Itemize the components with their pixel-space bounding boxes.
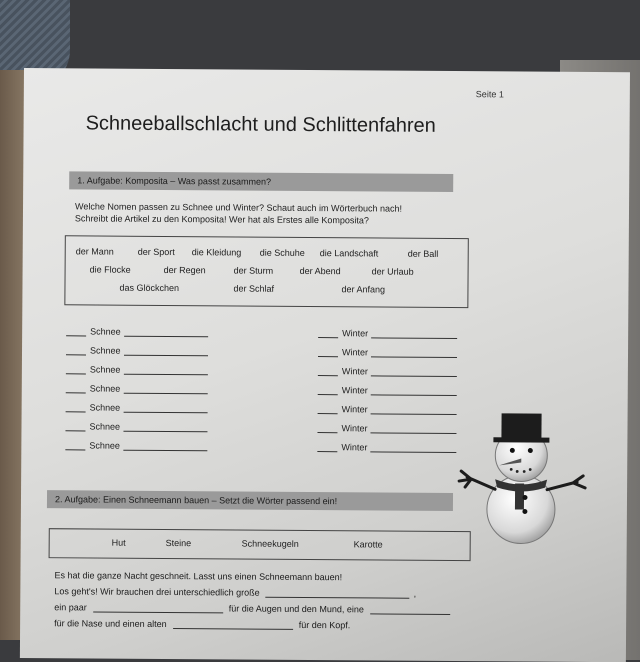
word-item: der Sport <box>137 246 175 258</box>
schnee-label: Schnee <box>90 326 121 337</box>
task1-instructions <box>75 200 455 227</box>
compound-blank[interactable] <box>123 384 207 395</box>
story-text: für die Nase und einen alten <box>54 618 167 630</box>
compound-blank[interactable] <box>123 403 207 414</box>
schnee-label: Schnee <box>89 364 121 375</box>
compound-blank[interactable] <box>123 441 207 452</box>
winter-label: Winter <box>341 404 368 415</box>
article-blank[interactable] <box>65 440 85 450</box>
instruction-line: Welche Nomen passen zu Schnee und Winter? Schaut auch im Wörterbuch nach! <box>75 201 403 214</box>
left-compound-row <box>66 345 208 356</box>
winter-label: Winter <box>341 423 368 434</box>
article-blank[interactable] <box>318 404 338 414</box>
task2-word-box <box>49 528 471 561</box>
story-text: Los geht's! Wir brauchen drei unterschiedlich große <box>54 586 260 598</box>
left-compound-row <box>66 402 208 413</box>
word-item: die Landschaft <box>319 248 379 259</box>
word-item: der Anfang <box>341 284 386 295</box>
task2-heading: 2. Aufgabe: Einen Schneemann bauen – Setzt die Wörter passend ein! <box>47 490 453 511</box>
story-text: ein paar <box>54 602 87 613</box>
answer-blank[interactable] <box>173 619 293 630</box>
schnee-label: Schnee <box>89 440 120 451</box>
right-compound-row <box>317 442 456 453</box>
word-item: die Schuhe <box>259 247 305 258</box>
instruction-line: Schreibt die Artikel zu den Komposita! Wer hat als Erstes alle Komposita? <box>74 213 369 226</box>
article-blank[interactable] <box>66 383 86 393</box>
article-blank[interactable] <box>317 442 337 452</box>
article-blank[interactable] <box>65 421 85 431</box>
story-line-4 <box>54 618 350 630</box>
story-line-2 <box>54 586 416 599</box>
left-compound-row <box>66 364 208 375</box>
winter-label: Winter <box>341 385 368 396</box>
word-item: Hut <box>111 537 126 548</box>
winter-label: Winter <box>342 328 369 339</box>
left-compound-row <box>65 440 207 451</box>
winter-label: Winter <box>341 442 368 453</box>
article-blank[interactable] <box>318 385 338 395</box>
word-item: der Mann <box>75 246 114 257</box>
answer-blank[interactable] <box>266 588 410 599</box>
compound-blank[interactable] <box>371 328 457 339</box>
article-blank[interactable] <box>318 328 338 338</box>
word-item: der Abend <box>299 265 341 277</box>
word-item: der Sturm <box>233 265 274 276</box>
schnee-label: Schnee <box>89 383 121 394</box>
compound-blank[interactable] <box>371 366 457 377</box>
right-compound-row <box>318 366 457 377</box>
story-text: Es hat die ganze Nacht geschneit. Lasst uns einen Schneemann bauen! <box>54 570 343 583</box>
left-compound-row <box>66 326 208 337</box>
story-text: für die Augen und den Mund, eine <box>228 603 364 615</box>
word-item: der Ball <box>407 248 439 259</box>
article-blank[interactable] <box>318 366 338 376</box>
story-text: , <box>413 588 417 599</box>
answer-blank[interactable] <box>93 602 223 613</box>
word-item: die Flocke <box>89 264 131 275</box>
word-box <box>64 235 468 308</box>
word-item: das Glöckchen <box>119 282 180 294</box>
schnee-label: Schnee <box>89 345 121 356</box>
schnee-label: Schnee <box>89 402 121 413</box>
story-text: für den Kopf. <box>298 619 351 631</box>
compound-blank[interactable] <box>124 327 208 338</box>
winter-label: Winter <box>341 366 368 377</box>
word-item: Schneekugeln <box>241 538 299 549</box>
article-blank[interactable] <box>66 364 86 374</box>
winter-label: Winter <box>341 347 369 358</box>
right-compound-row <box>318 328 457 339</box>
right-compound-row <box>318 385 457 396</box>
story-line-1 <box>54 570 342 582</box>
article-blank[interactable] <box>317 423 337 433</box>
left-compound-row <box>66 383 208 394</box>
compound-blank[interactable] <box>123 422 207 433</box>
word-item: Steine <box>165 538 192 549</box>
worksheet-page <box>20 68 630 662</box>
article-blank[interactable] <box>66 326 86 336</box>
compound-blank[interactable] <box>371 347 457 358</box>
word-item: der Schlaf <box>233 283 275 294</box>
answer-blank[interactable] <box>370 604 450 615</box>
compound-blank[interactable] <box>124 346 208 357</box>
right-compound-row <box>317 423 456 434</box>
word-item: die Kleidung <box>191 247 242 258</box>
task1-heading: 1. Aufgabe: Komposita – Was passt zusammen? <box>69 171 453 192</box>
page-title: Schneeballschlacht und Schlittenfahren <box>85 112 436 137</box>
compound-blank[interactable] <box>123 365 207 376</box>
story-line-3 <box>54 602 450 615</box>
word-item: der Urlaub <box>371 266 414 277</box>
page-number: Seite 1 <box>475 89 504 100</box>
word-item: Karotte <box>353 539 383 550</box>
right-compound-row <box>318 404 457 415</box>
right-compound-row <box>318 347 457 358</box>
snowman-illustration <box>441 389 602 550</box>
schnee-label: Schnee <box>89 421 121 432</box>
article-blank[interactable] <box>66 402 86 412</box>
word-item: der Regen <box>163 264 206 276</box>
article-blank[interactable] <box>318 347 338 357</box>
left-compound-row <box>65 421 207 432</box>
article-blank[interactable] <box>66 345 86 355</box>
